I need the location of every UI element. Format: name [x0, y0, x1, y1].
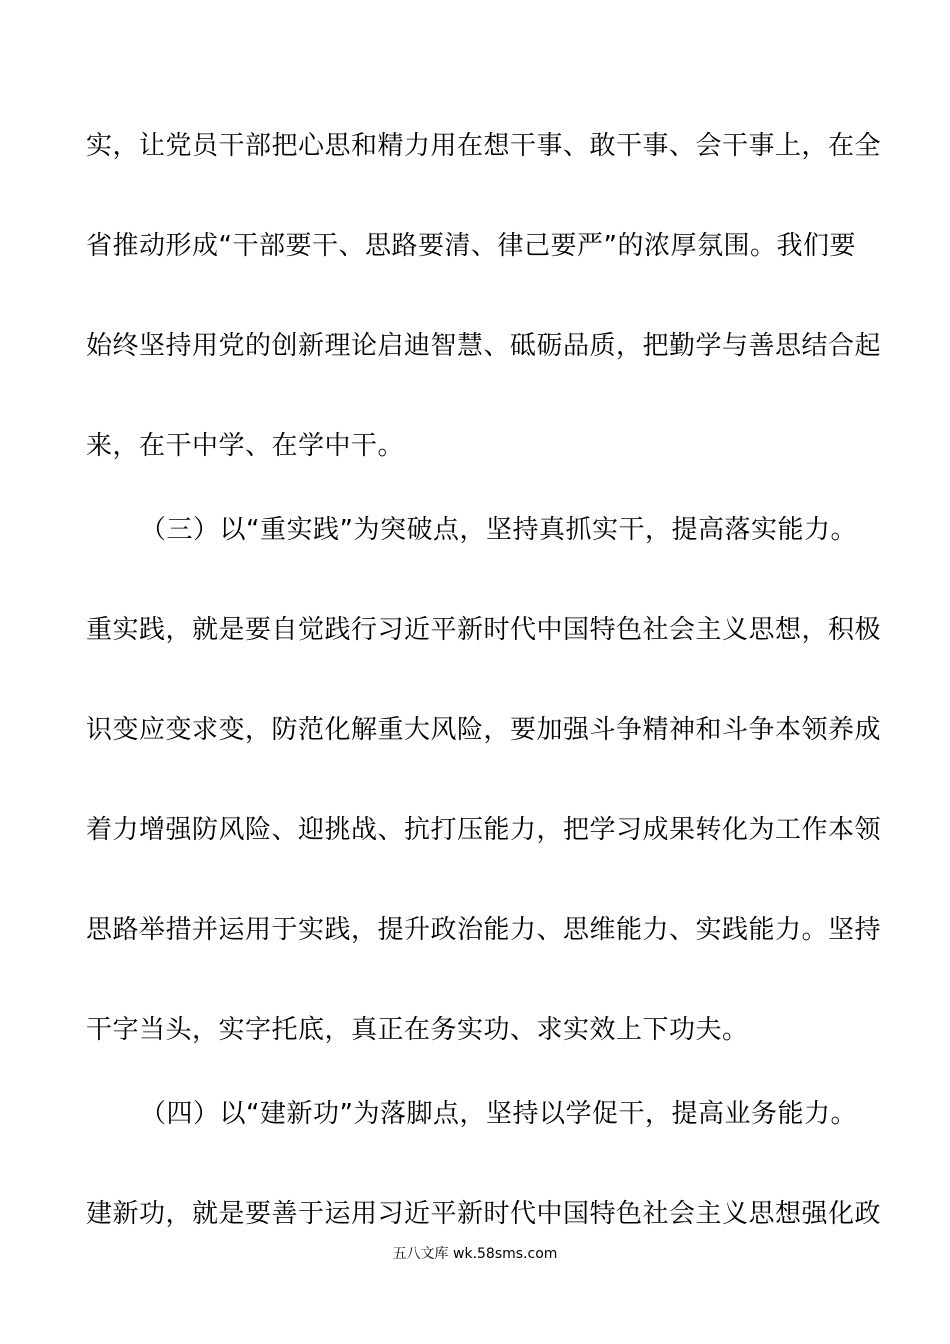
- paragraph-line: 着力增强防风险、迎挑战、抗打压能力，把学习成果转化为工作本领: [86, 815, 882, 845]
- paragraph-line: 省推动形成“干部要干、思路要清、律己要严”的浓厚氛围。我们要: [86, 231, 856, 261]
- paragraph-line: 重实践，就是要自觉践行习近平新时代中国特色社会主义思想，积极: [86, 615, 882, 645]
- footer-watermark: 五八文库 wk.58sms.com: [392, 1246, 558, 1262]
- section-heading-four: （四）以“建新功”为落脚点，坚持以学促干，提高业务能力。: [140, 1099, 857, 1129]
- paragraph-line: 干字当头，实字托底，真正在务实功、求实效上下功夫。: [86, 1015, 749, 1045]
- paragraph-line: 始终坚持用党的创新理论启迪智慧、砥砺品质，把勤学与善思结合起: [86, 331, 882, 361]
- section-heading-three: （三）以“重实践”为突破点，坚持真抓实干，提高落实能力。: [140, 515, 857, 545]
- paragraph-line: 建新功，就是要善于运用习近平新时代中国特色社会主义思想强化政: [86, 1199, 882, 1229]
- paragraph-line: 实，让党员干部把心思和精力用在想干事、敢干事、会干事上，在全: [86, 131, 882, 161]
- paragraph-line: 思路举措并运用于实践，提升政治能力、思维能力、实践能力。坚持: [86, 915, 882, 945]
- paragraph-line: 识变应变求变，防范化解重大风险，要加强斗争精神和斗争本领养成: [86, 715, 882, 745]
- paragraph-line: 来，在干中学、在学中干。: [86, 431, 405, 461]
